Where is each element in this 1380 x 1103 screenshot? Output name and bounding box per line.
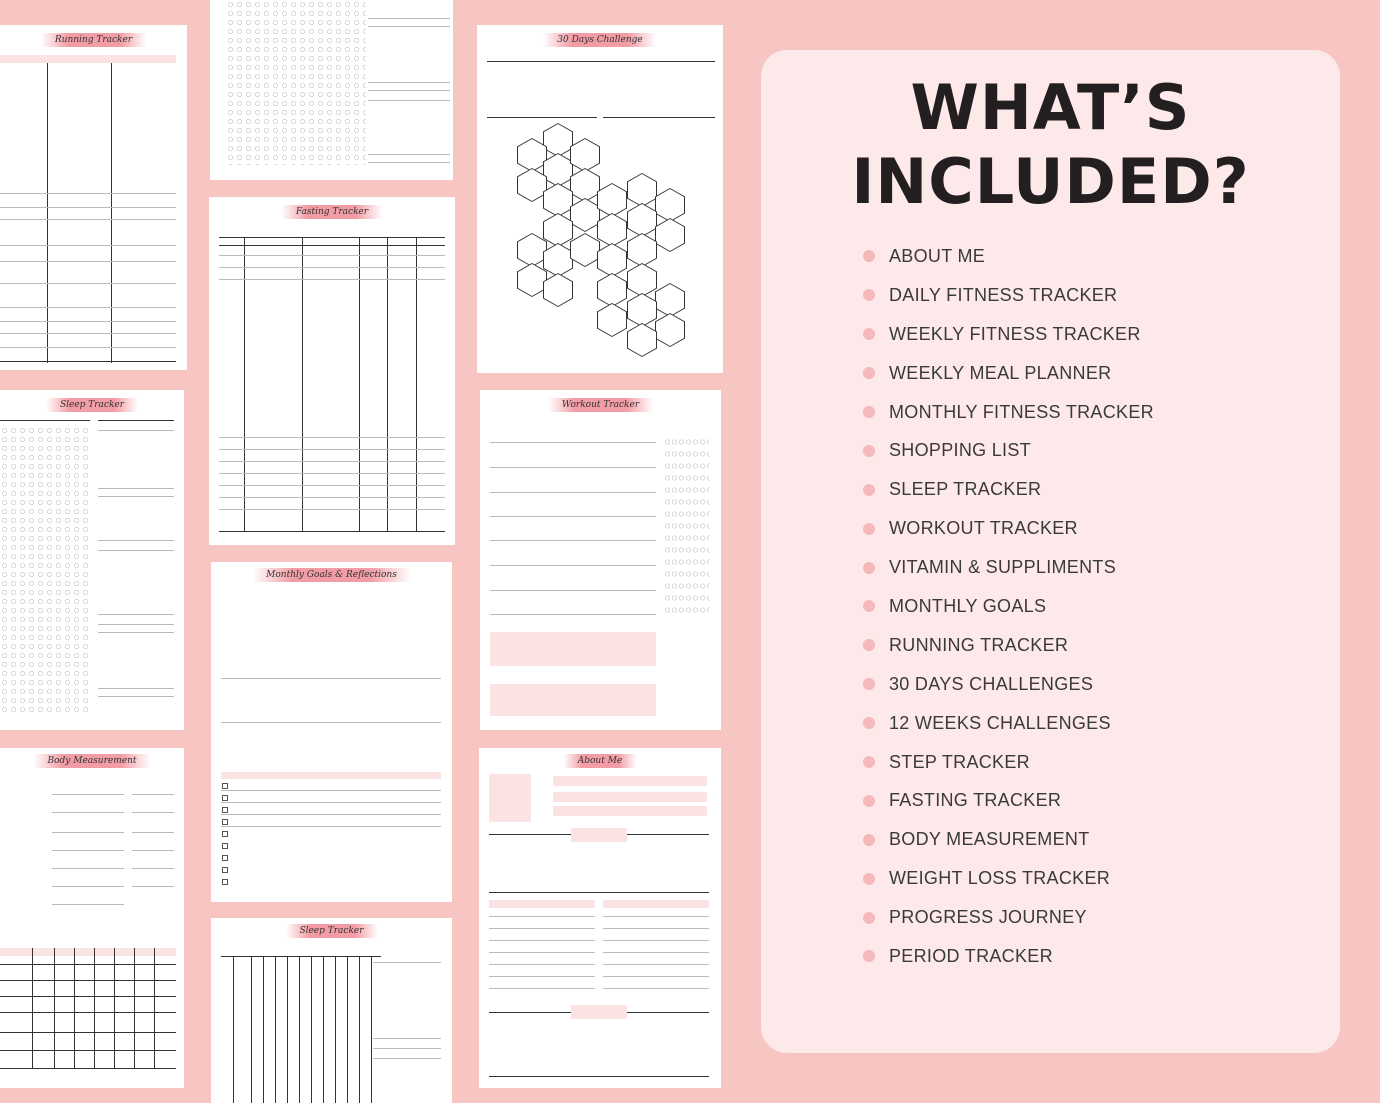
hexagon <box>517 263 547 297</box>
note-line <box>368 162 450 163</box>
note-line <box>368 26 450 27</box>
bullet-dot-icon <box>863 756 875 768</box>
row-line <box>219 449 445 450</box>
included-item <box>890 626 1154 665</box>
note-line <box>98 696 174 697</box>
row-line <box>373 1048 441 1049</box>
table-header <box>0 948 176 956</box>
included-item <box>890 548 1154 587</box>
included-item <box>890 937 1154 976</box>
note-line <box>98 624 174 625</box>
row-line <box>52 868 124 869</box>
hexagon <box>627 293 657 327</box>
row-line <box>373 962 441 963</box>
row-line <box>0 980 176 981</box>
included-item <box>890 470 1154 509</box>
note-line <box>98 614 174 615</box>
column-divider <box>111 63 112 363</box>
page-title-challenge: 30 Days Challenge <box>543 33 656 47</box>
row-line <box>373 1058 441 1059</box>
row-line <box>603 976 709 977</box>
header-line <box>221 956 381 957</box>
row-line <box>603 952 709 953</box>
row-line <box>489 976 595 977</box>
note-line <box>368 82 450 83</box>
hexagon <box>597 183 627 217</box>
hexagon <box>570 168 600 202</box>
row-line <box>489 952 595 953</box>
column-divider <box>47 63 48 363</box>
table-header <box>0 55 176 63</box>
row-line <box>603 916 709 917</box>
included-item <box>890 743 1154 782</box>
column-divider <box>74 948 75 1068</box>
row-line <box>0 964 176 965</box>
included-item-label: SLEEP TRACKER <box>889 479 1042 500</box>
checkbox <box>222 831 228 837</box>
column-divider <box>154 948 155 1068</box>
row-line <box>490 516 656 517</box>
row-line <box>0 307 176 308</box>
row-line <box>219 473 445 474</box>
included-item <box>890 393 1154 432</box>
row-line <box>219 531 445 532</box>
included-item-label: 30 DAYS CHALLENGES <box>889 673 1094 694</box>
column-divider <box>359 956 360 1103</box>
row-line <box>489 916 595 917</box>
column-divider <box>416 237 417 531</box>
included-item <box>890 509 1154 548</box>
column-divider <box>233 956 234 1103</box>
checkbox <box>222 855 228 861</box>
hexagon <box>517 233 547 267</box>
row-line <box>132 886 174 887</box>
hexagon <box>655 313 685 347</box>
row-line <box>219 279 445 280</box>
row-line <box>0 1068 176 1069</box>
note-line <box>98 540 174 541</box>
row-line <box>490 467 656 468</box>
row-line <box>52 904 124 905</box>
included-item-label: BODY MEASUREMENT <box>889 829 1090 850</box>
row-line <box>0 361 176 362</box>
column-divider <box>114 948 115 1068</box>
note-line <box>98 688 174 689</box>
note-line <box>98 488 174 489</box>
row-line <box>603 940 709 941</box>
column-divider <box>275 956 276 1103</box>
row-line <box>489 964 595 965</box>
column-divider <box>287 956 288 1103</box>
sleep-tracker-page <box>0 390 184 730</box>
column-divider <box>359 237 360 531</box>
included-item-label: RUNNING TRACKER <box>889 634 1069 655</box>
bullet-dot-icon <box>863 873 875 885</box>
row-line <box>0 1032 176 1033</box>
field-line <box>487 61 715 62</box>
field-line <box>487 117 597 118</box>
list-header <box>489 900 595 908</box>
included-item <box>890 431 1154 470</box>
row-line <box>52 812 124 813</box>
row-line <box>490 565 656 566</box>
hexagon <box>655 218 685 252</box>
checkbox <box>222 867 228 873</box>
hexagon <box>597 243 627 277</box>
note-line <box>368 18 450 19</box>
included-item <box>890 704 1154 743</box>
page-title-fasting: Fasting Tracker <box>282 205 382 219</box>
row-line <box>490 614 656 615</box>
info-field <box>553 792 707 802</box>
included-item <box>890 781 1154 820</box>
header-line <box>219 237 445 238</box>
hexagon <box>597 213 627 247</box>
column-divider <box>335 956 336 1103</box>
included-item <box>890 587 1154 626</box>
column-divider <box>387 237 388 531</box>
hexagon <box>627 233 657 267</box>
included-item-label: WEIGHT LOSS TRACKER <box>889 868 1111 889</box>
page-title-running: Running Tracker <box>41 33 146 47</box>
row-line <box>221 826 441 827</box>
included-item-label: VITAMIN & SUPPLIMENTS <box>889 557 1117 578</box>
bullet-dot-icon <box>863 406 875 418</box>
bullet-dot-icon <box>863 600 875 612</box>
column-divider <box>347 956 348 1103</box>
about-me-page <box>479 748 721 1088</box>
bullet-dot-icon <box>863 367 875 379</box>
note-line <box>98 632 174 633</box>
row-line <box>219 255 445 256</box>
row-line <box>0 261 176 262</box>
section-label <box>571 1005 627 1019</box>
row-line <box>219 485 445 486</box>
row-line <box>132 832 174 833</box>
workout-tracker-page <box>480 390 721 730</box>
note-line <box>98 496 174 497</box>
included-item-label: MONTHLY GOALS <box>889 595 1047 616</box>
hexagon <box>543 183 573 217</box>
bullet-dot-icon <box>863 445 875 457</box>
row-line <box>132 794 174 795</box>
row-line <box>0 207 176 208</box>
row-line <box>221 814 441 815</box>
note-line <box>368 154 450 155</box>
row-line <box>52 886 124 887</box>
checkbox <box>222 807 228 813</box>
included-item <box>890 354 1154 393</box>
hexagon <box>627 263 657 297</box>
row-line <box>373 1038 441 1039</box>
bullet-dot-icon <box>863 717 875 729</box>
hexagon <box>655 188 685 222</box>
column-divider <box>134 948 135 1068</box>
column-divider <box>302 237 303 531</box>
row-line <box>0 1012 176 1013</box>
included-item <box>890 898 1154 937</box>
row-line <box>0 219 176 220</box>
included-item-label: 12 WEEKS CHALLENGES <box>889 712 1111 733</box>
included-item <box>890 859 1154 898</box>
field-line <box>603 117 715 118</box>
row-line <box>603 928 709 929</box>
field-line <box>221 722 441 723</box>
row-line <box>490 442 656 443</box>
bullet-dot-icon <box>863 912 875 924</box>
hexagon <box>627 203 657 237</box>
included-item-label: WORKOUT TRACKER <box>889 518 1078 539</box>
panel-title-line2: INCLUDED? <box>851 145 1250 218</box>
row-line <box>0 996 176 997</box>
included-item-label: PROGRESS JOURNEY <box>889 907 1087 928</box>
included-item-label: DAILY FITNESS TRACKER <box>889 284 1118 305</box>
row-line <box>489 988 595 989</box>
bullet-dot-icon <box>863 484 875 496</box>
circle-grid <box>0 426 88 716</box>
hexagon <box>627 173 657 207</box>
row-line <box>603 964 709 965</box>
bullet-dot-icon <box>863 678 875 690</box>
column-divider <box>32 948 33 1068</box>
row-line <box>0 283 176 284</box>
included-item <box>890 665 1154 704</box>
section-line <box>489 892 709 893</box>
bullet-dot-icon <box>863 289 875 301</box>
circle-grid <box>664 436 710 616</box>
checkbox <box>222 843 228 849</box>
row-line <box>221 790 441 791</box>
action-header <box>221 772 441 779</box>
note-line <box>368 100 450 101</box>
bullet-dot-icon <box>863 795 875 807</box>
row-line <box>219 437 445 438</box>
included-item <box>890 315 1154 354</box>
row-line <box>219 497 445 498</box>
page-title-about: About Me <box>564 754 637 768</box>
period-tracker-page <box>211 918 452 1103</box>
row-line <box>0 1050 176 1051</box>
included-item <box>890 276 1154 315</box>
page-title-sleep: Sleep Tracker <box>46 398 138 412</box>
row-line <box>52 832 124 833</box>
running-tracker-page <box>0 25 187 370</box>
included-item <box>890 820 1154 859</box>
hexagon <box>543 153 573 187</box>
row-line <box>0 321 176 322</box>
column-divider <box>323 956 324 1103</box>
note-line <box>368 90 450 91</box>
bullet-dot-icon <box>863 523 875 535</box>
row-line <box>0 347 176 348</box>
field-line <box>221 678 441 679</box>
included-item-label: STEP TRACKER <box>889 751 1030 772</box>
row-line <box>489 928 595 929</box>
row-line <box>603 988 709 989</box>
section-line <box>489 1076 709 1077</box>
column-divider <box>299 956 300 1103</box>
page-title-workout: Workout Tracker <box>548 398 653 412</box>
hexagon <box>543 213 573 247</box>
hexagon <box>543 273 573 307</box>
included-item-label: PERIOD TRACKER <box>889 945 1053 966</box>
notes-box <box>490 684 656 716</box>
row-line <box>0 333 176 334</box>
header-line <box>98 420 174 421</box>
hexagon <box>570 198 600 232</box>
fasting-tracker-page <box>209 197 455 545</box>
info-field <box>553 806 707 816</box>
hexagon <box>543 243 573 277</box>
included-item-label: FASTING TRACKER <box>889 790 1062 811</box>
hexagon <box>627 323 657 357</box>
note-line <box>98 430 174 431</box>
info-field <box>553 776 707 786</box>
row-line <box>52 850 124 851</box>
whats-included-panel <box>761 50 1340 1053</box>
row-line <box>490 540 656 541</box>
row-line <box>0 193 176 194</box>
row-line <box>219 461 445 462</box>
panel-title-line1: WHAT’S <box>910 71 1191 144</box>
bullet-dot-icon <box>863 562 875 574</box>
hexagon <box>570 138 600 172</box>
row-line <box>490 590 656 591</box>
row-line <box>132 868 174 869</box>
included-item-label: SHOPPING LIST <box>889 440 1031 461</box>
row-line <box>219 509 445 510</box>
bullet-dot-icon <box>863 639 875 651</box>
bullet-dot-icon <box>863 834 875 846</box>
step-tracker-page <box>210 0 453 180</box>
column-divider <box>244 237 245 531</box>
included-item-label: ABOUT ME <box>889 245 986 266</box>
bullet-dot-icon <box>863 950 875 962</box>
included-item-label: WEEKLY MEAL PLANNER <box>889 362 1112 383</box>
checkbox <box>222 819 228 825</box>
section-label <box>571 828 627 842</box>
checkbox <box>222 795 228 801</box>
row-line <box>132 850 174 851</box>
notes-box <box>490 632 656 666</box>
included-item-label: WEEKLY FITNESS TRACKER <box>889 323 1141 344</box>
column-divider <box>54 948 55 1068</box>
list-header <box>603 900 709 908</box>
checkbox <box>222 879 228 885</box>
column-divider <box>263 956 264 1103</box>
monthly-goals-page <box>211 562 452 902</box>
header-line <box>219 245 445 246</box>
hexagon <box>570 233 600 267</box>
page-title-goals: Monthly Goals & Reflections <box>252 568 411 582</box>
body-measurement-page <box>0 748 184 1088</box>
photo-box <box>489 774 531 822</box>
column-divider <box>94 948 95 1068</box>
hexagon <box>517 168 547 202</box>
hexagon <box>655 283 685 317</box>
bullet-dot-icon <box>863 328 875 340</box>
row-line <box>52 794 124 795</box>
included-item <box>890 237 1154 276</box>
page-title-body: Body Measurement <box>34 754 151 768</box>
row-line <box>221 802 441 803</box>
bullet-dot-icon <box>863 250 875 262</box>
column-divider <box>311 956 312 1103</box>
row-line <box>219 267 445 268</box>
note-line <box>98 550 174 551</box>
hexagon <box>597 273 627 307</box>
column-divider <box>251 956 252 1103</box>
included-list <box>890 237 1154 976</box>
row-line <box>0 245 176 246</box>
row-line <box>490 492 656 493</box>
row-line <box>489 940 595 941</box>
hexagon <box>517 138 547 172</box>
hexagon <box>543 123 573 157</box>
row-line <box>132 812 174 813</box>
header-line <box>0 420 90 421</box>
hexagon <box>597 303 627 337</box>
challenge-page <box>477 25 723 373</box>
page-title-period: Sleep Tracker <box>285 924 377 938</box>
circle-grid <box>226 0 366 165</box>
included-item-label: MONTHLY FITNESS TRACKER <box>889 401 1154 422</box>
column-divider <box>371 956 372 1103</box>
checkbox <box>222 783 228 789</box>
